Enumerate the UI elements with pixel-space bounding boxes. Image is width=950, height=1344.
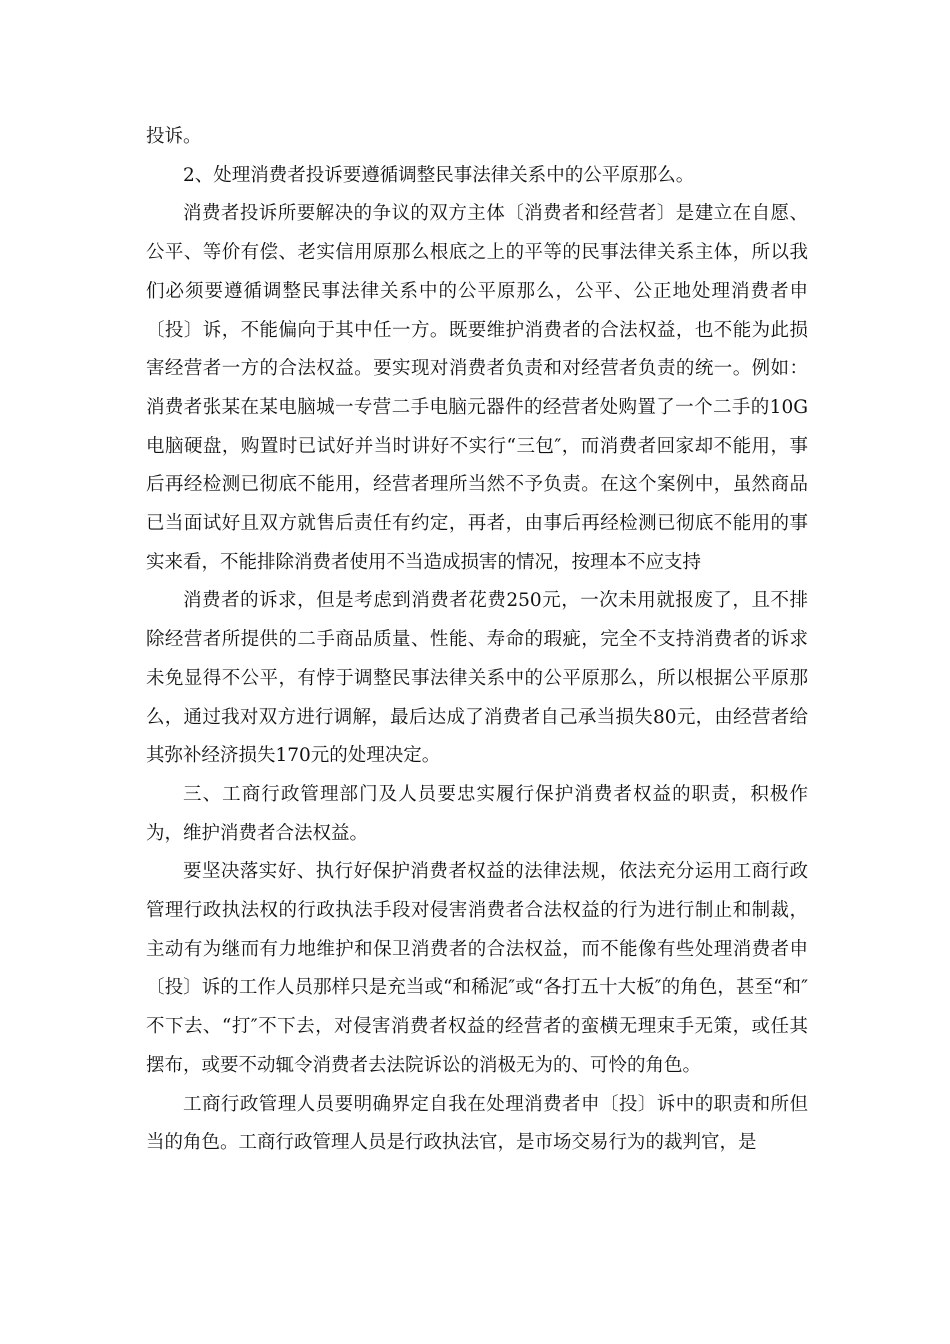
- paragraph-1: 投诉。: [146, 126, 202, 147]
- paragraph-2: 2、处理消费者投诉要遵循调整民事法律关系中的公平原那么。: [183, 164, 695, 186]
- paragraph-5-heading: 三、工商行政管理部门及人员要忠实履行保护消费者权益的职责，积极作为，维护消费者合法权益。: [146, 783, 808, 844]
- paragraph-6: 要坚决落实好、执行好保护消费者权益的法律法规，依法充分运用工商行政管理行政执法权的行政执法手段对侵害消费者合法权益的行为进行制止和制裁，主动有为继而有力地维护和保卫消费者的合法权益，而不能像有些处理消费者申〔投〕诉的工作人员那样只是充当或“和稀泥″或“各打五十大板″的角色，甚至“和″不下去、“打″不下去，对侵害消费者权益的经营者的蛮横无理束手无策，或任其摆布，或要不动辄令消费者去法院诉讼的消极无为的、可怜的角色。: [146, 861, 808, 1076]
- paragraph-3: 消费者投诉所要解决的争议的双方主体〔消费者和经营者〕是建立在自愿、公平、等价有偿、老实信用原那么根底之上的平等的民事法律关系主体，所以我们必须要遵循调整民事法律关系中的公平原那么，公平、公正地处理消费者申〔投〕诉，不能偏向于其中任一方。既要维护消费者的合法权益，也不能为此损害经营者一方的合法权益。要实现对消费者负责和对经营者负责的统一。例如：消费者张某在某电脑城一专营二手电脑元器件的经营者处购置了一个二手的10G电脑硬盘，购置时已试好并当时讲好不实行“三包″，而消费者回家却不能用，事后再经检测已彻底不能用，经营者理所当然不予负责。在这个案例中，虽然商品已当面试好且双方就售后责任有约定，再者，由事后再经检测已彻底不能用的事实来看，不能排除消费者使用不当造成损害的情况，按理本不应支持: [146, 203, 808, 573]
- paragraph-7: 工商行政管理人员要明确界定自我在处理消费者申〔投〕诉中的职责和所但当的角色。工商行政管理人员是行政执法官，是市场交易行为的裁判官，是: [146, 1093, 808, 1154]
- paragraph-4: 消费者的诉求，但是考虑到消费者花费250元，一次未用就报废了，且不排除经营者所提供的二手商品质量、性能、寿命的瑕疵，完全不支持消费者的诉求未免显得不公平，有悖于调整民事法律关系中的公平原那么，所以根据公平原那么，通过我对双方进行调解，最后达成了消费者自己承当损失80元，由经营者给其弥补经济损失170元的处理决定。: [146, 590, 808, 767]
- document-body: [146, 118, 808, 1163]
